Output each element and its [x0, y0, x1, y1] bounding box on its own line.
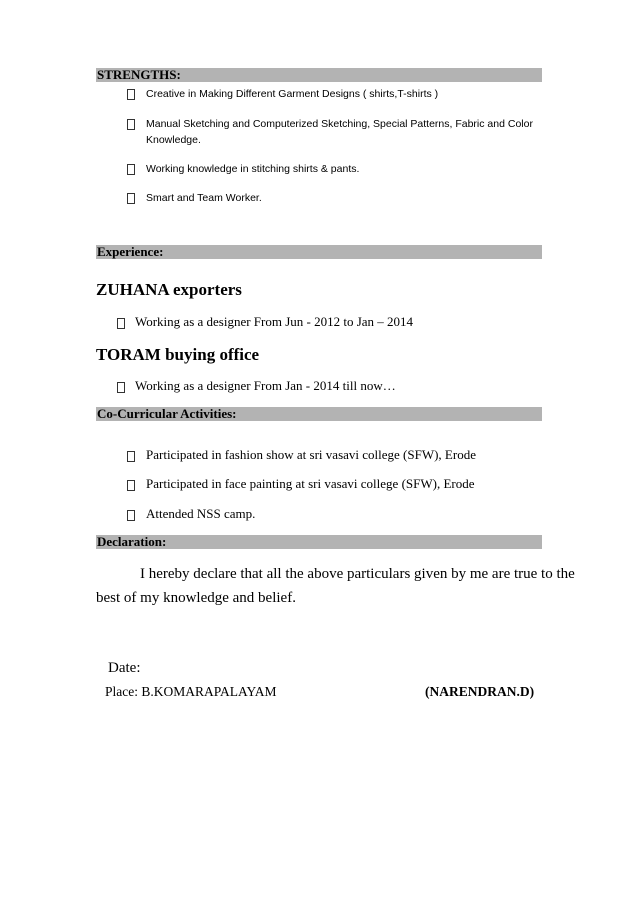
bullet-icon — [117, 382, 125, 393]
bullet-icon — [117, 318, 125, 329]
company-name-1: ZUHANA exporters — [96, 280, 242, 299]
bullet-icon — [127, 164, 135, 175]
strength-item-2: Manual Sketching and Computerized Sketching, Special Patterns, Fabric and Color — [146, 118, 533, 130]
strength-item-3: Working knowledge in stitching shirts & pants. — [146, 163, 360, 175]
declaration-line-1: I hereby declare that all the above particulars given by me are true to the — [140, 566, 575, 582]
bullet-icon — [127, 193, 135, 204]
strengths-heading: STRENGTHS: — [96, 68, 542, 82]
bullet-icon — [127, 89, 135, 100]
company-item-1: Working as a designer From Jun - 2012 to Jan – 2014 — [135, 314, 414, 329]
strength-item-2-cont: Knowledge. — [146, 134, 201, 146]
bullet-icon — [127, 451, 135, 462]
strength-item-1: Creative in Making Different Garment Designs ( shirts,T-shirts ) — [146, 88, 439, 100]
strength-item-4: Smart and Team Worker. — [146, 192, 262, 204]
declaration-heading: Declaration: — [96, 535, 542, 549]
activity-item-3: Attended NSS camp. — [146, 506, 256, 521]
bullet-icon — [127, 119, 135, 130]
company-name-2: TORAM buying office — [96, 345, 260, 364]
experience-heading: Experience: — [96, 245, 542, 259]
date-label: Date: — [108, 660, 141, 676]
declaration-line-2: best of my knowledge and belief. — [96, 590, 296, 606]
activity-item-2: Participated in face painting at sri vasavi college (SFW), Erode — [146, 476, 475, 491]
company-item-2: Working as a designer From Jan - 2014 till now… — [135, 378, 396, 393]
cocurricular-heading: Co-Curricular Activities: — [96, 407, 542, 421]
place-label: Place: B.KOMARAPALAYAM — [105, 684, 277, 699]
activity-item-1: Participated in fashion show at sri vasavi college (SFW), Erode — [146, 447, 476, 462]
bullet-icon — [127, 510, 135, 521]
signature-name: (NARENDRAN.D) — [425, 684, 535, 699]
bullet-icon — [127, 480, 135, 491]
